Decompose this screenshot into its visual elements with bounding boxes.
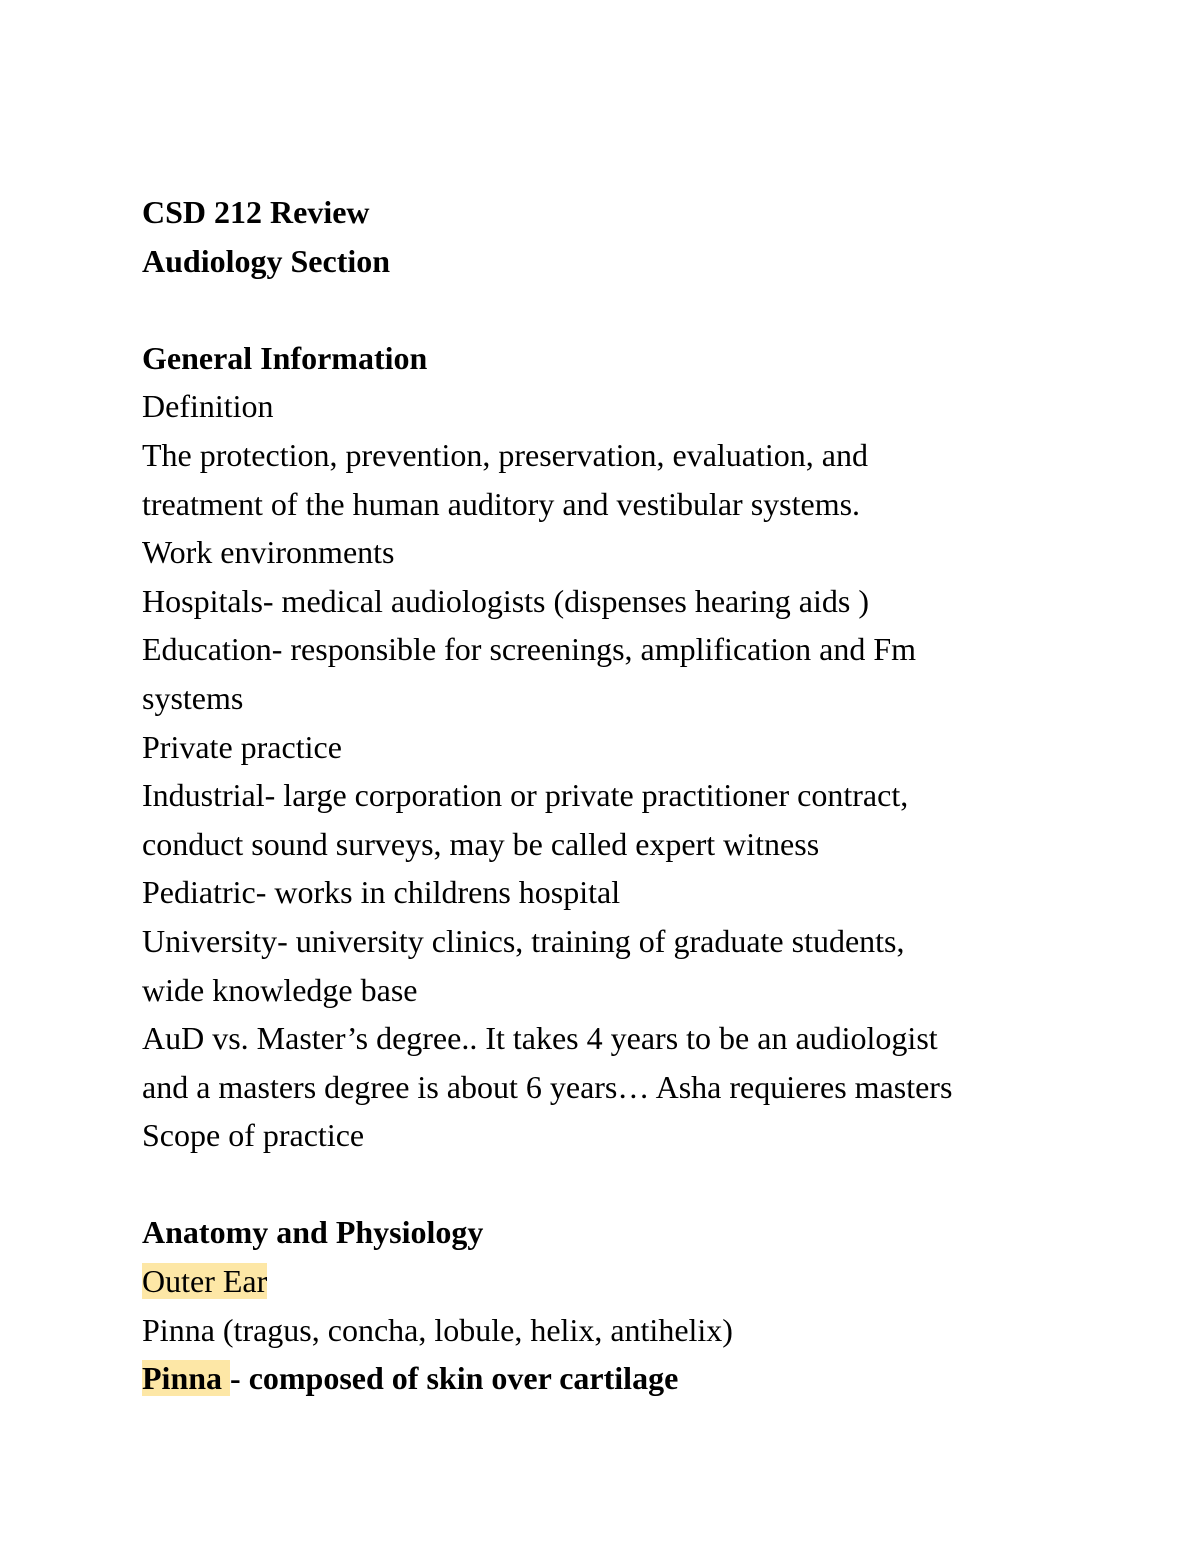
pinna-definition-line xyxy=(142,1354,1102,1403)
education-item-line-2: systems xyxy=(142,679,244,716)
private-practice-item: Private practice xyxy=(142,728,342,765)
work-environments-label: Work environments xyxy=(142,534,395,571)
definition-label: Definition xyxy=(142,388,274,425)
industrial-item-line-1: Industrial- large corporation or private practitioner contract, xyxy=(142,777,909,814)
pinna-description: - composed of skin over cartilage xyxy=(230,1360,679,1397)
aud-comparison-line-1: AuD vs. Master’s degree.. It takes 4 years to be an audiologist xyxy=(142,1020,938,1057)
definition-text-line-2: treatment of the human auditory and vestibular systems. xyxy=(142,485,861,522)
document-page xyxy=(142,188,1102,1403)
pinna-parts: Pinna (tragus, concha, lobule, helix, antihelix) xyxy=(142,1311,733,1348)
pediatric-item: Pediatric- works in childrens hospital xyxy=(142,874,621,911)
outer-ear-highlight: Outer Ear xyxy=(142,1263,268,1300)
spacer xyxy=(142,1160,1102,1209)
section-heading-general: General Information xyxy=(142,339,428,376)
scope-of-practice: Scope of practice xyxy=(142,1117,365,1154)
aud-comparison-line-2: and a masters degree is about 6 years… Asha requieres masters xyxy=(142,1068,953,1105)
spacer xyxy=(142,285,1102,334)
pinna-term-highlight: Pinna xyxy=(142,1360,231,1397)
university-item-line-1: University- university clinics, training of graduate students, xyxy=(142,922,905,959)
document-title: CSD 212 Review xyxy=(142,194,370,230)
outer-ear-line xyxy=(142,1257,1102,1306)
section-heading-anatomy: Anatomy and Physiology xyxy=(142,1214,484,1251)
industrial-item-line-2: conduct sound surveys, may be called expert witness xyxy=(142,825,820,862)
university-item-line-2: wide knowledge base xyxy=(142,971,418,1008)
education-item-line-1: Education- responsible for screenings, amplification and Fm xyxy=(142,631,917,668)
definition-text-line-1: The protection, prevention, preservation, evaluation, and xyxy=(142,436,868,473)
hospitals-item: Hospitals- medical audiologists (dispenses hearing aids ) xyxy=(142,582,869,619)
document-subtitle: Audiology Section xyxy=(142,242,391,279)
